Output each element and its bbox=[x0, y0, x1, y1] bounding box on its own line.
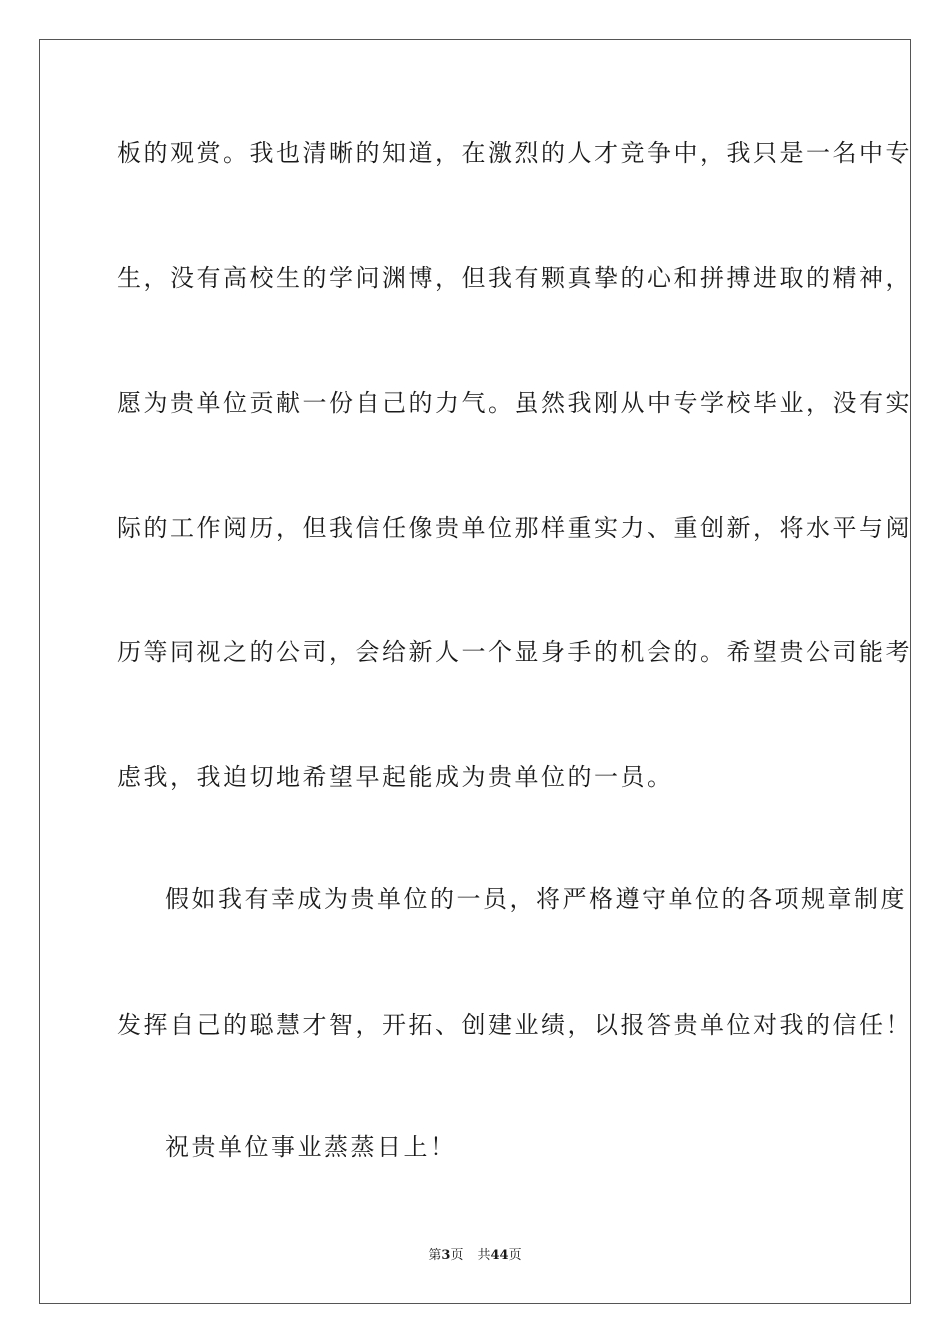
page-footer bbox=[0, 1248, 950, 1264]
footer-total-pages: 44 bbox=[490, 1248, 509, 1263]
body-line-1: 板的观赏。我也清晰的知道，在激烈的人才竞争中，我只是一名中专 bbox=[117, 139, 912, 167]
footer-total-suffix: 页 bbox=[508, 1248, 522, 1263]
body-line-9: 祝贵单位事业蒸蒸日上！ bbox=[165, 1133, 457, 1161]
body-line-8: 发挥自己的聪慧才智，开拓、创建业绩，以报答贵单位对我的信任！ bbox=[117, 1011, 912, 1039]
footer-page-number: 3 bbox=[441, 1248, 451, 1263]
footer-page-prefix: 第 bbox=[428, 1248, 442, 1263]
body-line-5: 历等同视之的公司，会给新人一个显身手的机会的。希望贵公司能考 bbox=[117, 638, 912, 666]
body-line-6: 虑我，我迫切地希望早起能成为贵单位的一员。 bbox=[117, 763, 674, 791]
body-line-4: 际的工作阅历，但我信任像贵单位那样重实力、重创新，将水平与阅 bbox=[117, 514, 912, 542]
footer-page-suffix: 页 bbox=[450, 1248, 464, 1263]
footer-total-prefix: 共 bbox=[477, 1248, 491, 1263]
body-line-2: 生，没有高校生的学问渊博，但我有颗真挚的心和拼搏进取的精神， bbox=[117, 264, 912, 292]
body-line-3: 愿为贵单位贡献一份自己的力气。虽然我刚从中专学校毕业，没有实 bbox=[117, 389, 912, 417]
body-line-7: 假如我有幸成为贵单位的一员，将严格遵守单位的各项规章制度 bbox=[165, 885, 907, 913]
page-border bbox=[39, 39, 911, 1304]
